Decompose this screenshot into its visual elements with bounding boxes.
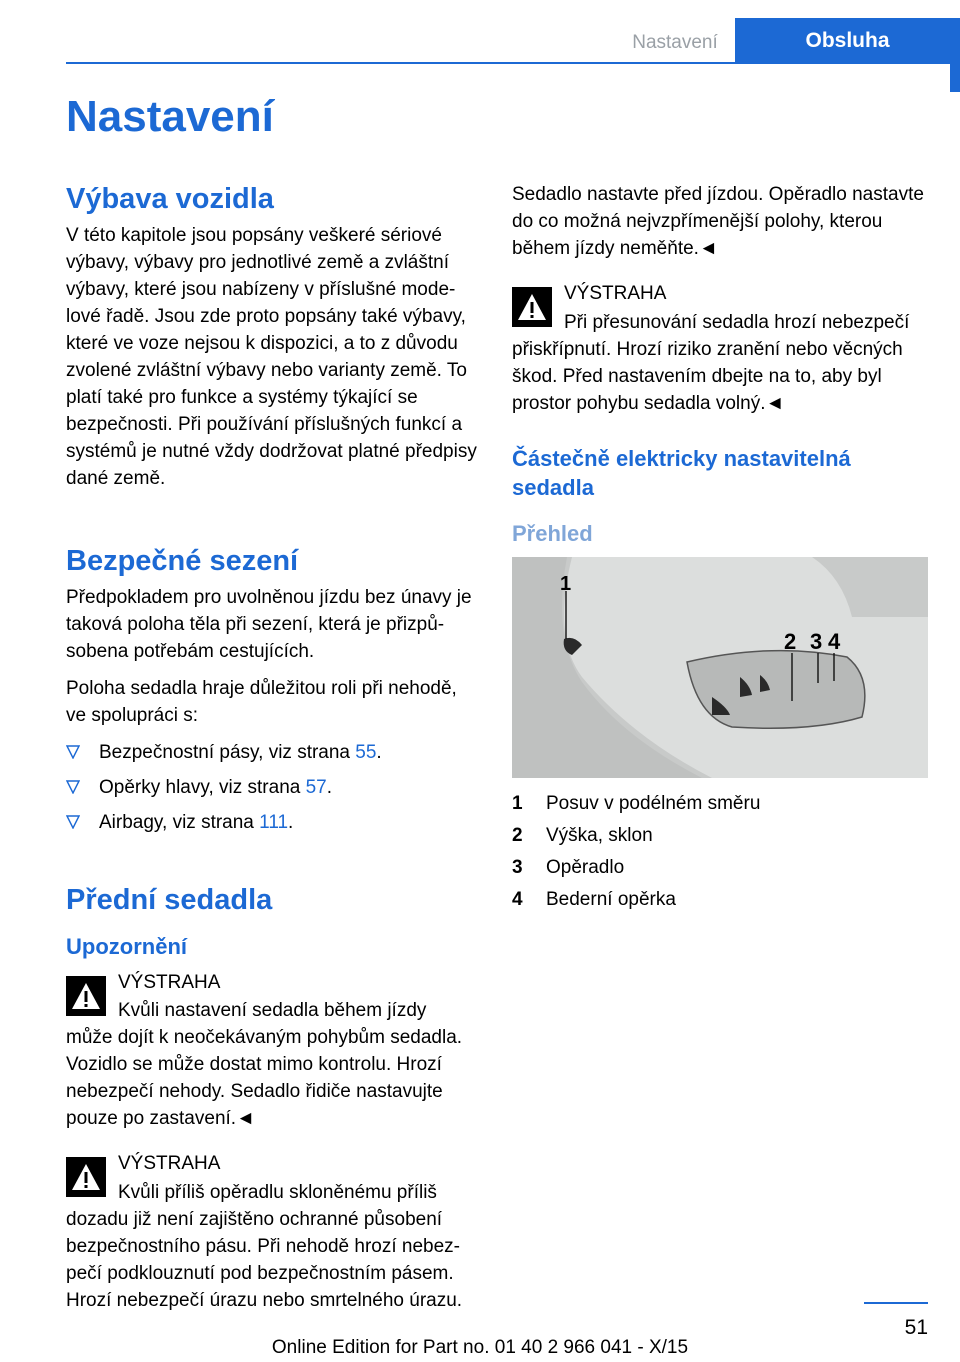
page-link-55[interactable]: 55 <box>355 742 377 764</box>
page-link-111[interactable]: 111 <box>259 812 289 834</box>
warning-3 <box>512 281 928 418</box>
legend-item <box>512 820 928 852</box>
list-item-text: Opěrky hlavy, viz strana <box>99 777 306 799</box>
page-number: 51 <box>904 1316 928 1339</box>
edge-marker <box>950 62 960 92</box>
heading-bezpecne-sezeni: Bezpečné sezení <box>66 545 299 578</box>
warning-icon <box>66 976 106 1016</box>
heading-prehled: Přehled <box>512 521 593 547</box>
warning-text: Kvůli příliš opěradlu skloněnému příliš dozadu již není zajištěno ochranné působení bezpečnostního pásu. Při nehodě hrozí nebezpečí podklouznutí pod bezpečnostním pásem. Hrozí nebezpečí úrazu nebo smrtelného úrazu. <box>66 1182 463 1312</box>
page-number-rule <box>864 1302 928 1304</box>
header-bar <box>66 0 960 64</box>
triangle-bullet-icon <box>66 780 80 794</box>
text-sezeni-2: Poloha sedadla hraje důležitou roli při nehodě, ve spolupráci s: <box>66 678 457 727</box>
heading-vybava: Výbava vozidla <box>66 183 274 215</box>
list-item <box>66 740 478 767</box>
legend-number: 2 <box>512 824 523 846</box>
footer-edition: Online Edition for Part no. 01 40 2 966 041 - X/15 <box>271 1337 689 1358</box>
legend-number: 4 <box>512 888 523 910</box>
heading-upozorneni: Upozornění <box>66 933 187 959</box>
list-item-end: . <box>288 812 294 834</box>
page-link-57[interactable]: 57 <box>305 777 327 799</box>
text-vybava: V této kapitole jsou popsány veškeré sériové výbavy, výbavy pro jednotlivé země a zvláštní výbavy, které jsou nabízeny v příslušné modelové řadě. Jsou zde proto popsány také výbavy, které ve voze nejsou k dispozici, a to z důvodu zvolené zvláštní výbavy nebo varianty země. To platí také pro funkce a systémy týkající se bezpečnosti. Při používání příslušných funkcí a systémů je nutné vždy dodržovat platné předpisy dané země. <box>66 224 477 489</box>
bullet-list <box>66 740 478 837</box>
figure-label-2: 2 <box>784 628 797 654</box>
page-title: Nastavení <box>66 92 274 141</box>
list-item-end: . <box>376 742 382 764</box>
tab-section-nastaveni[interactable]: Nastavení <box>632 32 718 53</box>
triangle-bullet-icon <box>66 815 80 829</box>
heading-castecne-elektricky: Částečně elektricky nastavitelná sedadla <box>512 445 851 501</box>
legend-text: Opěradlo <box>546 856 625 878</box>
list-item <box>66 775 478 802</box>
seat-controls-illustration <box>512 557 928 778</box>
warning-2 <box>66 1151 478 1315</box>
legend-number: 3 <box>512 856 523 878</box>
figure-label-1: 1 <box>560 572 572 595</box>
warning-text: Kvůli nastavení sedadla během jízdy může dojít k neočekávaným pohybům sedadla. Vozidlo se může dostat mimo kontrolu. Hrozí nebezpečí nehody. Sedadlo řidiče nastavujte pouze po zastavení.◄ <box>66 1000 463 1130</box>
list-item-text: Airbagy, viz strana <box>99 812 260 834</box>
legend-item <box>512 852 928 884</box>
legend-item <box>512 884 928 916</box>
text-sezeni-1: Předpokladem pro uvolněnou jízdu bez únavy je taková poloha těla při sezení, která je přizpůsobena potřebám cestujících. <box>66 587 472 663</box>
right-column <box>512 182 928 916</box>
warning-label: VÝSTRAHA <box>118 971 221 993</box>
triangle-bullet-icon <box>66 745 80 759</box>
left-column <box>66 182 478 1333</box>
warning-label: VÝSTRAHA <box>564 282 667 304</box>
figure-label-4: 4 <box>828 628 841 654</box>
legend-item <box>512 788 928 820</box>
warning-icon <box>66 1157 106 1197</box>
warning-1 <box>66 970 478 1134</box>
warning-label: VÝSTRAHA <box>118 1153 221 1175</box>
warning-icon <box>512 287 552 327</box>
legend-number: 1 <box>512 792 523 814</box>
tab-obsluha[interactable]: Obsluha <box>735 18 960 62</box>
list-item-end: . <box>326 777 333 799</box>
text-intro: Sedadlo nastavte před jízdou. Opěradlo nastavte do co možná nejvzpřímenější polohy, kterou během jízdy neměňte.◄ <box>512 184 924 259</box>
legend-text: Bederní opěrka <box>546 888 676 910</box>
list-item-text: Bezpečnostní pásy, viz strana <box>99 742 356 764</box>
legend-text: Výška, sklon <box>546 824 653 846</box>
legend-text: Posuv v podélném směru <box>546 792 761 814</box>
heading-predni-sedadla: Přední sedadla <box>66 884 273 917</box>
legend-list <box>512 788 928 916</box>
figure-label-3: 3 <box>810 628 823 654</box>
warning-text: Při přesunování sedadla hrozí nebezpečí přiskřípnutí. Hrozí riziko zranění nebo věcných škod. Před nastavením dbejte na to, aby byl prostor pohybu sedadla volný.◄ <box>512 311 910 414</box>
list-item <box>66 810 478 837</box>
